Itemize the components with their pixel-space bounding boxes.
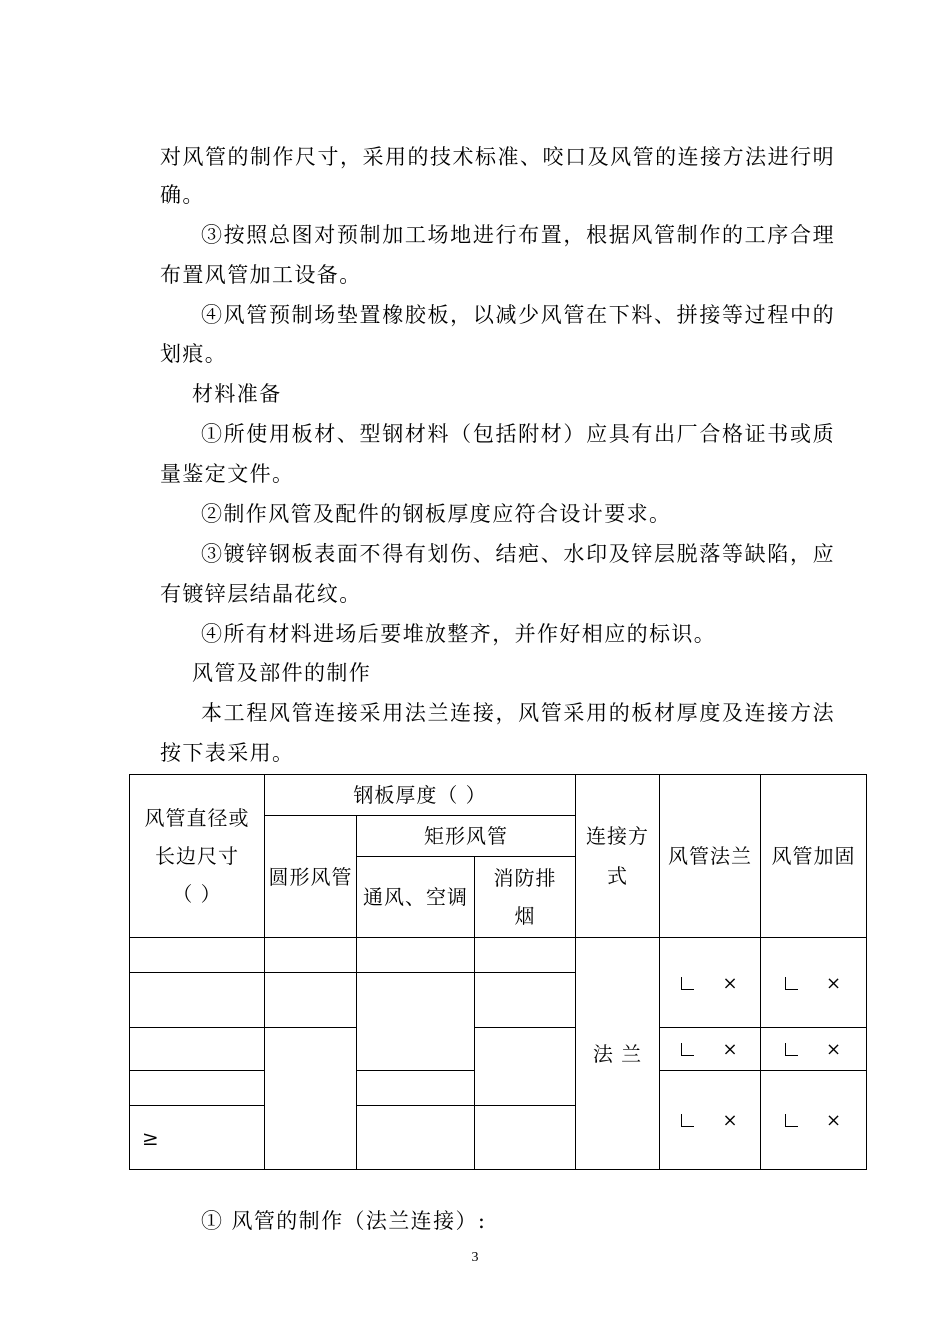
header-size-line: 长边尺寸 [155,844,239,868]
table-cell [475,1028,576,1106]
header-connection [576,775,660,938]
table-cell [475,973,576,1028]
header-smoke-line: 烟 [514,904,536,928]
section-heading: 风管及部件的制作 [192,661,372,685]
header-round: 圆形风管 [265,816,357,938]
table-cell [475,938,576,973]
duct-spec-table [129,774,867,1170]
table-cell [475,1106,576,1170]
table-cell [265,973,357,1028]
reinforce-spec: × [761,938,867,1028]
paragraph-line: 确。 [160,183,205,207]
table-cell [265,938,357,973]
paragraph-line: 划痕。 [160,342,228,366]
table-cell [357,938,475,973]
paragraph-line: 布置风管加工设备。 [160,263,362,287]
paragraph-line: ④所有材料进场后要堆放整齐，并作好相应的标识。 [201,622,717,646]
angle-steel-icon [785,1043,798,1056]
paragraph-line: 按下表采用。 [160,741,295,765]
reinforce-spec: × [761,1071,867,1170]
angle-steel-icon [785,977,798,990]
flange-spec: × [660,1028,761,1071]
paragraph-line: 对风管的制作尺寸，采用的技术标准、咬口及风管的连接方法进行明 [160,145,835,169]
paragraph-line: 有镀锌层结晶花纹。 [160,582,362,606]
header-connection-line: 式 [607,864,629,888]
header-size-unit: （ ） [172,882,222,906]
table-cell [130,938,265,973]
paragraph-line: 本工程风管连接采用法兰连接，风管采用的板材厚度及连接方法 [201,701,835,725]
header-smoke [475,857,576,938]
paragraph-line: ②制作风管及配件的钢板厚度应符合设计要求。 [201,502,672,526]
angle-steel-icon [785,1114,798,1127]
section-heading: 材料准备 [192,382,282,406]
flange-spec: × [660,1071,761,1170]
table-cell [130,973,265,1028]
header-reinforce: 风管加固 [761,775,867,938]
page-number: 3 [471,1250,479,1265]
header-flange: 风管法兰 [660,775,761,938]
angle-steel-icon [681,1043,694,1056]
angle-steel-icon [681,1114,694,1127]
size-value: ≥ [130,1106,265,1170]
paragraph-line: ③按照总图对预制加工场地进行布置，根据风管制作的工序合理 [201,223,835,247]
subsection-heading: ① 风管的制作（法兰连接）: [201,1209,487,1233]
table-cell [265,1028,357,1170]
header-rect: 矩形风管 [357,816,576,857]
paragraph-line: ④风管预制场垫置橡胶板，以减少风管在下料、拼接等过程中的 [201,303,835,327]
reinforce-spec: × [761,1028,867,1071]
connection-value: 法 兰 [576,938,660,1170]
header-size [130,775,265,938]
paragraph-line: 量鉴定文件。 [160,462,295,486]
table-cell [357,1106,475,1170]
table-cell [130,1071,265,1106]
header-size-line: 风管直径或 [144,806,250,830]
table-cell [357,1071,475,1106]
paragraph-line: ③镀锌钢板表面不得有划伤、结疤、水印及锌层脱落等缺陷，应 [201,542,835,566]
table-cell [130,1028,265,1071]
header-connection-line: 连接方 [586,824,650,848]
paragraph-line: ①所使用板材、型钢材料（包括附材）应具有出厂合格证书或质 [201,422,835,446]
flange-spec: × [660,938,761,1028]
table-cell [357,973,475,1071]
header-smoke-line: 消防排 [493,866,557,890]
header-thickness: 钢板厚度（ ） [265,775,576,816]
angle-steel-icon [681,977,694,990]
header-ventilation: 通风、空调 [357,857,475,938]
